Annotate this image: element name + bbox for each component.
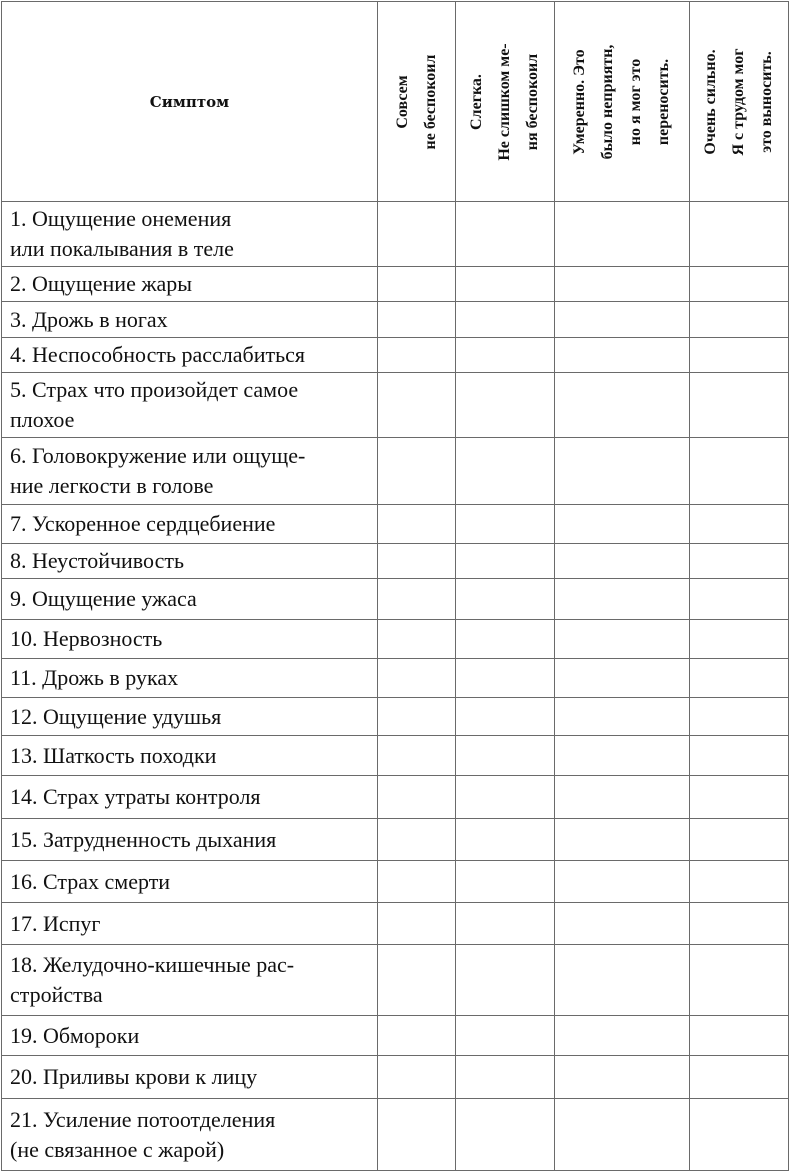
rating-cell-mildly[interactable] [456, 1016, 555, 1056]
rating-cell-not-at-all[interactable] [378, 903, 456, 945]
symptom-cell [2, 861, 378, 903]
symptom-cell [2, 438, 378, 505]
header-severely-text [697, 48, 781, 155]
symptom-label: 6. Головокружение или ощуще- [10, 443, 306, 468]
table-row [2, 267, 789, 302]
symptom-label: 7. Ускоренное сердцебиение [10, 511, 276, 536]
rating-cell-mildly[interactable] [456, 579, 555, 620]
symptom-label: 17. Испуг [10, 910, 101, 936]
rating-cell-not-at-all[interactable] [378, 698, 456, 736]
rating-cell-moderately[interactable] [555, 861, 690, 903]
rating-cell-mildly[interactable] [456, 776, 555, 819]
symptom-cell [2, 819, 378, 861]
rating-cell-mildly[interactable] [456, 861, 555, 903]
rating-cell-severely[interactable] [690, 659, 789, 698]
table-row [2, 202, 789, 267]
table-row [2, 438, 789, 505]
rating-cell-not-at-all[interactable] [378, 1016, 456, 1056]
rating-cell-severely[interactable] [690, 505, 789, 544]
table-row [2, 861, 789, 903]
rating-cell-moderately[interactable] [555, 202, 690, 267]
table-row [2, 819, 789, 861]
symptom-label: 19. Обмороки [10, 1022, 140, 1048]
rating-cell-mildly[interactable] [456, 945, 555, 1016]
symptom-cell [2, 267, 378, 302]
header-not-at-all-text [389, 54, 445, 149]
symptom-label: 4. Неспособность расслабиться [10, 342, 306, 367]
rating-cell-mildly[interactable] [456, 698, 555, 736]
symptom-label: 2. Ощущение жары [10, 271, 193, 296]
rating-cell-moderately[interactable] [555, 659, 690, 698]
symptom-cell [2, 544, 378, 579]
rating-cell-mildly[interactable] [456, 438, 555, 505]
symptom-label: 1. Ощущение онемения [10, 206, 232, 231]
symptom-label: 16. Страх смерти [10, 868, 171, 894]
symptom-cell [2, 776, 378, 819]
header-symptom: Симптом [2, 2, 378, 202]
rating-cell-not-at-all[interactable] [378, 1056, 456, 1099]
header-not-at-all [378, 2, 456, 202]
rating-cell-mildly[interactable] [456, 659, 555, 698]
rating-cell-severely[interactable] [690, 945, 789, 1016]
table-row [2, 579, 789, 620]
header-line: было неприятн, [599, 44, 616, 159]
rating-cell-mildly[interactable] [456, 1056, 555, 1099]
rating-cell-not-at-all[interactable] [378, 620, 456, 659]
header-severely [690, 2, 789, 202]
rating-cell-mildly[interactable] [456, 903, 555, 945]
symptom-cell [2, 620, 378, 659]
rating-cell-not-at-all[interactable] [378, 1099, 456, 1171]
symptom-label: ние легкости в голове [10, 473, 214, 498]
rating-cell-not-at-all[interactable] [378, 438, 456, 505]
table-row [2, 903, 789, 945]
rating-cell-severely[interactable] [690, 579, 789, 620]
rating-cell-severely[interactable] [690, 302, 789, 338]
header-moderately [555, 2, 690, 202]
table-row [2, 1016, 789, 1056]
rating-cell-moderately[interactable] [555, 620, 690, 659]
header-moderately-text [566, 44, 678, 159]
symptom-label: плохое [10, 407, 75, 432]
rating-cell-not-at-all[interactable] [378, 338, 456, 373]
symptom-label: 11. Дрожь в руках [10, 665, 179, 690]
symptom-cell [2, 202, 378, 267]
rating-cell-mildly[interactable] [456, 505, 555, 544]
rating-cell-moderately[interactable] [555, 373, 690, 438]
rating-cell-severely[interactable] [690, 438, 789, 505]
symptom-cell [2, 1056, 378, 1099]
symptom-cell [2, 338, 378, 373]
table-row [2, 620, 789, 659]
rating-cell-moderately[interactable] [555, 1056, 690, 1099]
rating-cell-mildly[interactable] [456, 302, 555, 338]
rating-cell-not-at-all[interactable] [378, 505, 456, 544]
rating-cell-severely[interactable] [690, 1099, 789, 1171]
rating-cell-moderately[interactable] [555, 819, 690, 861]
rating-cell-moderately[interactable] [555, 579, 690, 620]
rating-cell-moderately[interactable] [555, 544, 690, 579]
rating-cell-not-at-all[interactable] [378, 736, 456, 776]
table-row [2, 698, 789, 736]
rating-cell-mildly[interactable] [456, 202, 555, 267]
symptom-cell [2, 373, 378, 438]
rating-cell-mildly[interactable] [456, 819, 555, 861]
symptom-cell [2, 505, 378, 544]
rating-cell-moderately[interactable] [555, 505, 690, 544]
rating-cell-mildly[interactable] [456, 544, 555, 579]
header-line: Не слишком ме- [496, 42, 513, 161]
header-mildly [456, 2, 555, 202]
symptom-label: 10. Нервозность [10, 626, 163, 651]
rating-cell-mildly[interactable] [456, 267, 555, 302]
rating-cell-mildly[interactable] [456, 620, 555, 659]
header-line: ня беспокоил [524, 53, 541, 150]
rating-cell-mildly[interactable] [456, 373, 555, 438]
symptom-label: или покалывания в теле [10, 236, 234, 261]
rating-cell-moderately[interactable] [555, 945, 690, 1016]
rating-cell-not-at-all[interactable] [378, 861, 456, 903]
symptom-label: 9. Ощущение ужаса [10, 586, 197, 611]
symptom-cell [2, 1016, 378, 1056]
header-line: Умеренно. Это [571, 48, 588, 155]
rating-cell-mildly[interactable] [456, 1099, 555, 1171]
rating-cell-not-at-all[interactable] [378, 776, 456, 819]
symptom-cell [2, 698, 378, 736]
header-row [2, 2, 789, 202]
rating-cell-moderately[interactable] [555, 302, 690, 338]
rating-cell-severely[interactable] [690, 544, 789, 579]
header-line: не беспокоил [421, 54, 439, 149]
symptom-label: (не связанное с жарой) [10, 1136, 225, 1162]
rating-cell-severely[interactable] [690, 903, 789, 945]
rating-cell-moderately[interactable] [555, 438, 690, 505]
header-line: это выносить. [758, 50, 775, 153]
symptom-cell [2, 945, 378, 1016]
symptom-cell [2, 579, 378, 620]
symptom-cell [2, 659, 378, 698]
symptom-cell [2, 1099, 378, 1171]
rating-cell-severely[interactable] [690, 1056, 789, 1099]
symptom-label: 3. Дрожь в ногах [10, 306, 168, 332]
table-row [2, 736, 789, 776]
table-row [2, 1056, 789, 1099]
table-row [2, 776, 789, 819]
symptom-label: 18. Желудочно-кишечные рас- [10, 952, 295, 977]
header-line: Я с трудом мог [730, 47, 747, 156]
rating-cell-moderately[interactable] [555, 1016, 690, 1056]
rating-cell-not-at-all[interactable] [378, 945, 456, 1016]
rating-cell-severely[interactable] [690, 338, 789, 373]
rating-cell-severely[interactable] [690, 819, 789, 861]
header-line: Совсем [393, 74, 411, 129]
symptom-cell [2, 903, 378, 945]
rating-cell-not-at-all[interactable] [378, 579, 456, 620]
rating-cell-moderately[interactable] [555, 267, 690, 302]
rating-cell-moderately[interactable] [555, 698, 690, 736]
table-row [2, 1099, 789, 1171]
symptom-cell [2, 736, 378, 776]
header-line: переносить. [655, 58, 672, 145]
rating-cell-not-at-all[interactable] [378, 659, 456, 698]
table-row [2, 505, 789, 544]
header-line: Слегка. [468, 73, 485, 130]
rating-cell-moderately[interactable] [555, 903, 690, 945]
symptom-label: 5. Страх что произойдет самое [10, 377, 299, 402]
rating-cell-not-at-all[interactable] [378, 302, 456, 338]
header-line: Очень сильно. [702, 48, 719, 155]
table-row [2, 945, 789, 1016]
table-row [2, 544, 789, 579]
rating-cell-severely[interactable] [690, 620, 789, 659]
symptom-cell [2, 302, 378, 338]
rating-cell-not-at-all[interactable] [378, 819, 456, 861]
symptom-label: стройства [10, 982, 103, 1007]
table-row [2, 302, 789, 338]
rating-cell-severely[interactable] [690, 202, 789, 267]
symptom-label: 14. Страх утраты контроля [10, 784, 261, 809]
table-row [2, 338, 789, 373]
rating-cell-mildly[interactable] [456, 338, 555, 373]
table-row [2, 659, 789, 698]
rating-cell-mildly[interactable] [456, 736, 555, 776]
rating-cell-not-at-all[interactable] [378, 202, 456, 267]
rating-cell-moderately[interactable] [555, 736, 690, 776]
table-row [2, 373, 789, 438]
symptom-label: 20. Приливы крови к лицу [10, 1064, 258, 1089]
symptom-label: 21. Усиление потоотделения [10, 1106, 276, 1132]
symptom-label: 8. Неустойчивость [10, 548, 185, 573]
rating-cell-moderately[interactable] [555, 776, 690, 819]
symptom-rating-table [1, 1, 789, 1171]
rating-cell-moderately[interactable] [555, 338, 690, 373]
rating-cell-not-at-all[interactable] [378, 373, 456, 438]
rating-cell-not-at-all[interactable] [378, 544, 456, 579]
rating-cell-severely[interactable] [690, 1016, 789, 1056]
rating-cell-severely[interactable] [690, 776, 789, 819]
rating-cell-severely[interactable] [690, 736, 789, 776]
header-line: но я мог это [627, 58, 644, 145]
rating-cell-severely[interactable] [690, 698, 789, 736]
rating-cell-severely[interactable] [690, 267, 789, 302]
rating-cell-not-at-all[interactable] [378, 267, 456, 302]
symptom-label: 15. Затрудненность дыхания [10, 826, 277, 852]
rating-cell-moderately[interactable] [555, 1099, 690, 1171]
header-mildly-text [463, 43, 547, 160]
symptom-label: 12. Ощущение удушья [10, 703, 222, 729]
rating-cell-severely[interactable] [690, 861, 789, 903]
rating-cell-severely[interactable] [690, 373, 789, 438]
symptom-label: 13. Шаткость походки [10, 742, 217, 768]
